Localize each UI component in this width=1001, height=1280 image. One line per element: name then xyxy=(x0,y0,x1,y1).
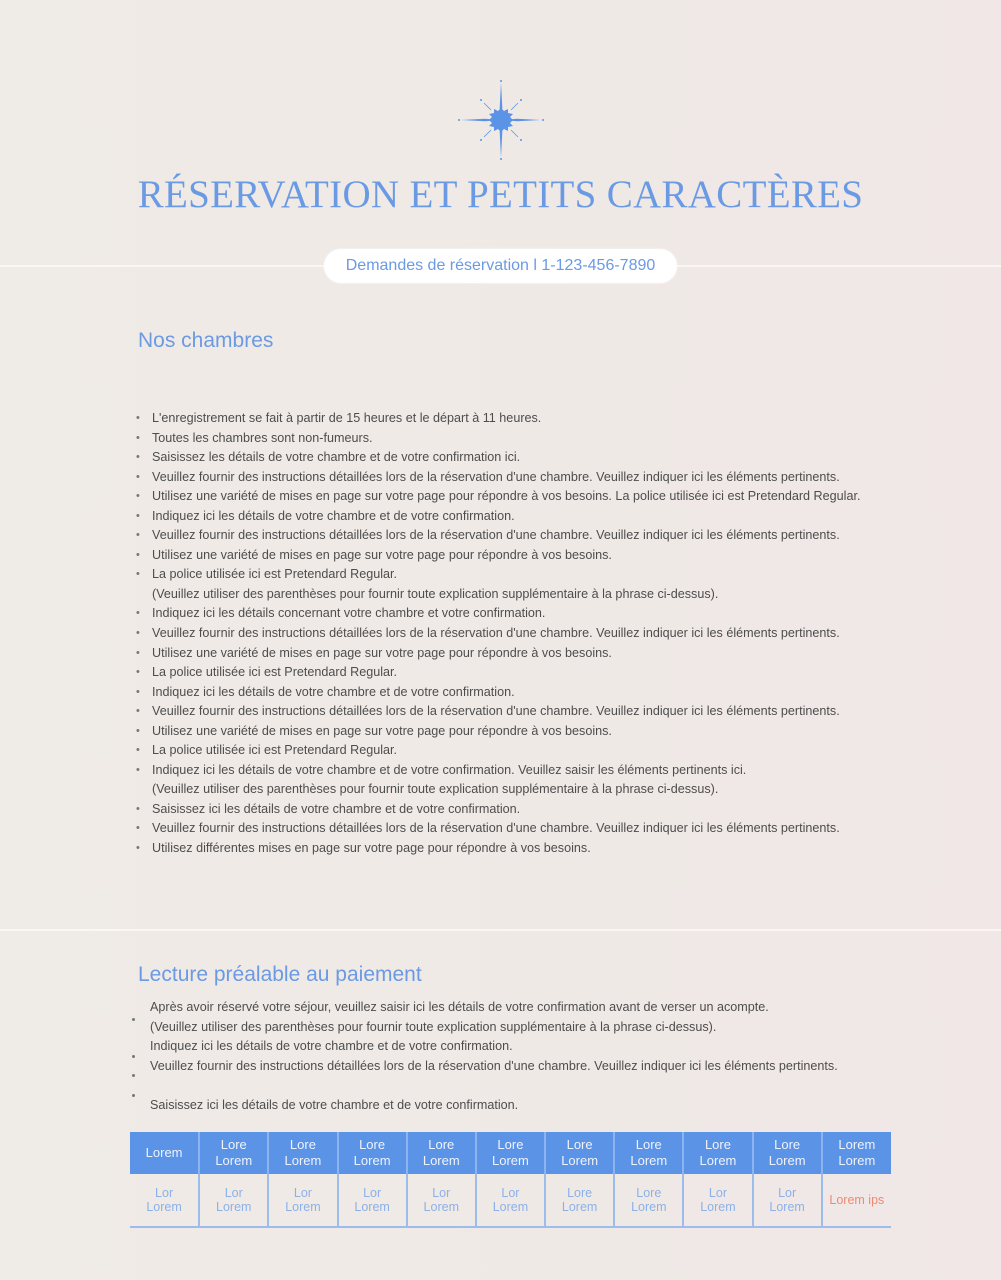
table-cell: Lor Lorem xyxy=(130,1174,199,1227)
rooms-list xyxy=(136,409,860,859)
table-header-row xyxy=(130,1132,891,1174)
table-header-cell: Lore Lorem xyxy=(614,1132,683,1174)
payment-line: (Veuillez utiliser des parenthèses pour fournir toute explication supplémentaire à la phrase ci-dessus). xyxy=(150,1019,717,1034)
list-item xyxy=(136,429,860,449)
sparkle-star-icon xyxy=(455,78,547,162)
list-item xyxy=(136,526,860,546)
list-item-text: Indiquez ici les détails de votre chambre et de votre confirmation. xyxy=(152,508,515,523)
table-header-cell: Lore Lorem xyxy=(268,1132,337,1174)
list-item-text: Veuillez fournir des instructions détaillées lors de la réservation d'une chambre. Veuillez indiquer ici les éléments pertinents. xyxy=(152,821,840,836)
table-header-cell: Lorem Lorem xyxy=(822,1132,891,1174)
list-item-text: Veuillez fournir des instructions détaillées lors de la réservation d'une chambre. Veuillez indiquer ici les éléments pertinents. xyxy=(152,469,840,484)
payment-line xyxy=(132,1076,838,1096)
section-title-payment: Lecture préalable au paiement xyxy=(138,963,422,986)
bullet-icon: • xyxy=(136,490,140,503)
table-header-cell: Lore Lorem xyxy=(199,1132,268,1174)
list-item xyxy=(136,546,860,566)
payment-list xyxy=(132,998,838,1115)
list-item-text: Utilisez différentes mises en page sur votre page pour répondre à vos besoins. xyxy=(152,841,591,856)
table-row xyxy=(130,1174,891,1227)
list-item-text: Toutes les chambres sont non-fumeurs. xyxy=(152,430,373,445)
list-item xyxy=(136,800,860,820)
bullet-icon: • xyxy=(136,646,140,659)
table-cell: Lor Lorem xyxy=(268,1174,337,1227)
table-header-cell: Lore Lorem xyxy=(338,1132,407,1174)
table-cell: Lor Lorem xyxy=(753,1174,822,1227)
list-item-text: Veuillez fournir des instructions détaillées lors de la réservation d'une chambre. Veuillez indiquer ici les éléments pertinents. xyxy=(152,626,840,641)
list-item-text: Indiquez ici les détails de votre chambre et de votre confirmation. xyxy=(152,684,515,699)
bullet-icon: • xyxy=(136,509,140,522)
bullet-icon: • xyxy=(136,529,140,542)
payment-line: Après avoir réservé votre séjour, veuillez saisir ici les détails de votre confirmation avant de verser un acompte. xyxy=(150,1000,769,1014)
table-cell: Lor Lorem xyxy=(199,1174,268,1227)
table-cell: Lore Lorem xyxy=(545,1174,614,1227)
list-item-text: La police utilisée ici est Pretendard Regular. xyxy=(152,743,398,758)
section-title-rooms: Nos chambres xyxy=(138,329,274,352)
table-cell: Lor Lorem xyxy=(683,1174,752,1227)
bullet-icon: • xyxy=(136,685,140,698)
divider-middle xyxy=(0,929,1001,931)
data-table xyxy=(130,1132,891,1228)
list-item-text: L'enregistrement se fait à partir de 15 heures et le départ à 11 heures. xyxy=(152,411,542,425)
page-title: RÉSERVATION ET PETITS CARACTÈRES xyxy=(137,173,864,216)
list-item xyxy=(136,644,860,664)
list-item xyxy=(136,663,860,683)
table-header-cell: Lore Lorem xyxy=(753,1132,822,1174)
bullet-icon: • xyxy=(136,607,140,620)
table-header-cell: Lore Lorem xyxy=(476,1132,545,1174)
payment-line: Saisissez ici les détails de votre chambre et de votre confirmation. xyxy=(150,1097,519,1112)
list-item xyxy=(136,624,860,644)
list-item-text: Utilisez une variété de mises en page sur votre page pour répondre à vos besoins. La police utilisée ici est Pretendard Regular. xyxy=(152,489,861,504)
table-cell: Lor Lorem xyxy=(338,1174,407,1227)
list-item xyxy=(136,819,860,839)
list-item xyxy=(136,448,860,468)
list-item xyxy=(136,565,860,604)
table-header-cell: Lorem xyxy=(130,1132,199,1174)
bullet-icon: • xyxy=(136,412,140,424)
list-item xyxy=(136,487,860,507)
bullet-icon: • xyxy=(136,568,140,581)
list-item-text: Utilisez une variété de mises en page sur votre page pour répondre à vos besoins. xyxy=(152,723,612,738)
list-item xyxy=(136,722,860,742)
bullet-icon: • xyxy=(136,431,140,444)
bullet-icon: • xyxy=(136,802,140,815)
list-item xyxy=(136,761,860,800)
list-item xyxy=(136,468,860,488)
table-cell-highlight: Lorem ips xyxy=(822,1174,891,1227)
table-cell: Lore Lorem xyxy=(614,1174,683,1227)
bullet-icon: • xyxy=(136,627,140,640)
list-item xyxy=(136,683,860,703)
bullet-icon: • xyxy=(136,822,140,835)
list-item-subtext: (Veuillez utiliser des parenthèses pour fournir toute explication supplémentaire à la phrase ci-dessus). xyxy=(152,782,719,797)
contact-pill xyxy=(324,249,677,283)
bullet-icon: • xyxy=(136,548,140,561)
list-item xyxy=(136,839,860,859)
bullet-icon: • xyxy=(136,451,140,464)
table-header-cell: Lore Lorem xyxy=(407,1132,476,1174)
bullet-icon: • xyxy=(136,724,140,737)
list-item-text: Indiquez ici les détails de votre chambre et de votre confirmation. Veuillez saisir les éléments pertinents ici. xyxy=(152,762,747,777)
payment-line: Veuillez fournir des instructions détaillées lors de la réservation d'une chambre. Veuillez indiquer ici les éléments pertinents. xyxy=(150,1058,838,1073)
table-header-cell: Lore Lorem xyxy=(683,1132,752,1174)
list-item xyxy=(136,604,860,624)
list-item-subtext: (Veuillez utiliser des parenthèses pour fournir toute explication supplémentaire à la phrase ci-dessus). xyxy=(152,586,719,601)
table-cell: Lor Lorem xyxy=(476,1174,545,1227)
list-item-text: Indiquez ici les détails concernant votre chambre et votre confirmation. xyxy=(152,606,546,621)
payment-line: Indiquez ici les détails de votre chambre et de votre confirmation. xyxy=(150,1039,513,1054)
list-item-text: Veuillez fournir des instructions détaillées lors de la réservation d'une chambre. Veuillez indiquer ici les éléments pertinents. xyxy=(152,528,840,543)
bullet-icon: • xyxy=(136,470,140,483)
list-item xyxy=(136,409,860,429)
list-item-text: Saisissez les détails de votre chambre et de votre confirmation ici. xyxy=(152,450,521,465)
bullet-icon: • xyxy=(136,842,140,855)
list-item-text: La police utilisée ici est Pretendard Regular. xyxy=(152,665,398,680)
table-cell: Lor Lorem xyxy=(407,1174,476,1227)
list-item-text: La police utilisée ici est Pretendard Regular. xyxy=(152,567,398,582)
list-item xyxy=(136,702,860,722)
list-item xyxy=(136,741,860,761)
table-header-cell: Lore Lorem xyxy=(545,1132,614,1174)
list-item-text: Saisissez ici les détails de votre chambre et de votre confirmation. xyxy=(152,801,521,816)
bullet-icon: • xyxy=(136,744,140,757)
bullet-icon: • xyxy=(136,763,140,776)
list-item-text: Utilisez une variété de mises en page sur votre page pour répondre à vos besoins. xyxy=(152,645,612,660)
list-item xyxy=(136,507,860,527)
contact-text: Demandes de réservation l 1-123-456-7890 xyxy=(345,257,656,274)
bullet-icon: • xyxy=(136,666,140,679)
list-item-text: Utilisez une variété de mises en page sur votre page pour répondre à vos besoins. xyxy=(152,547,612,562)
list-item-text: Veuillez fournir des instructions détaillées lors de la réservation d'une chambre. Veuillez indiquer ici les éléments pertinents. xyxy=(152,704,840,719)
bullet-icon: • xyxy=(136,705,140,718)
